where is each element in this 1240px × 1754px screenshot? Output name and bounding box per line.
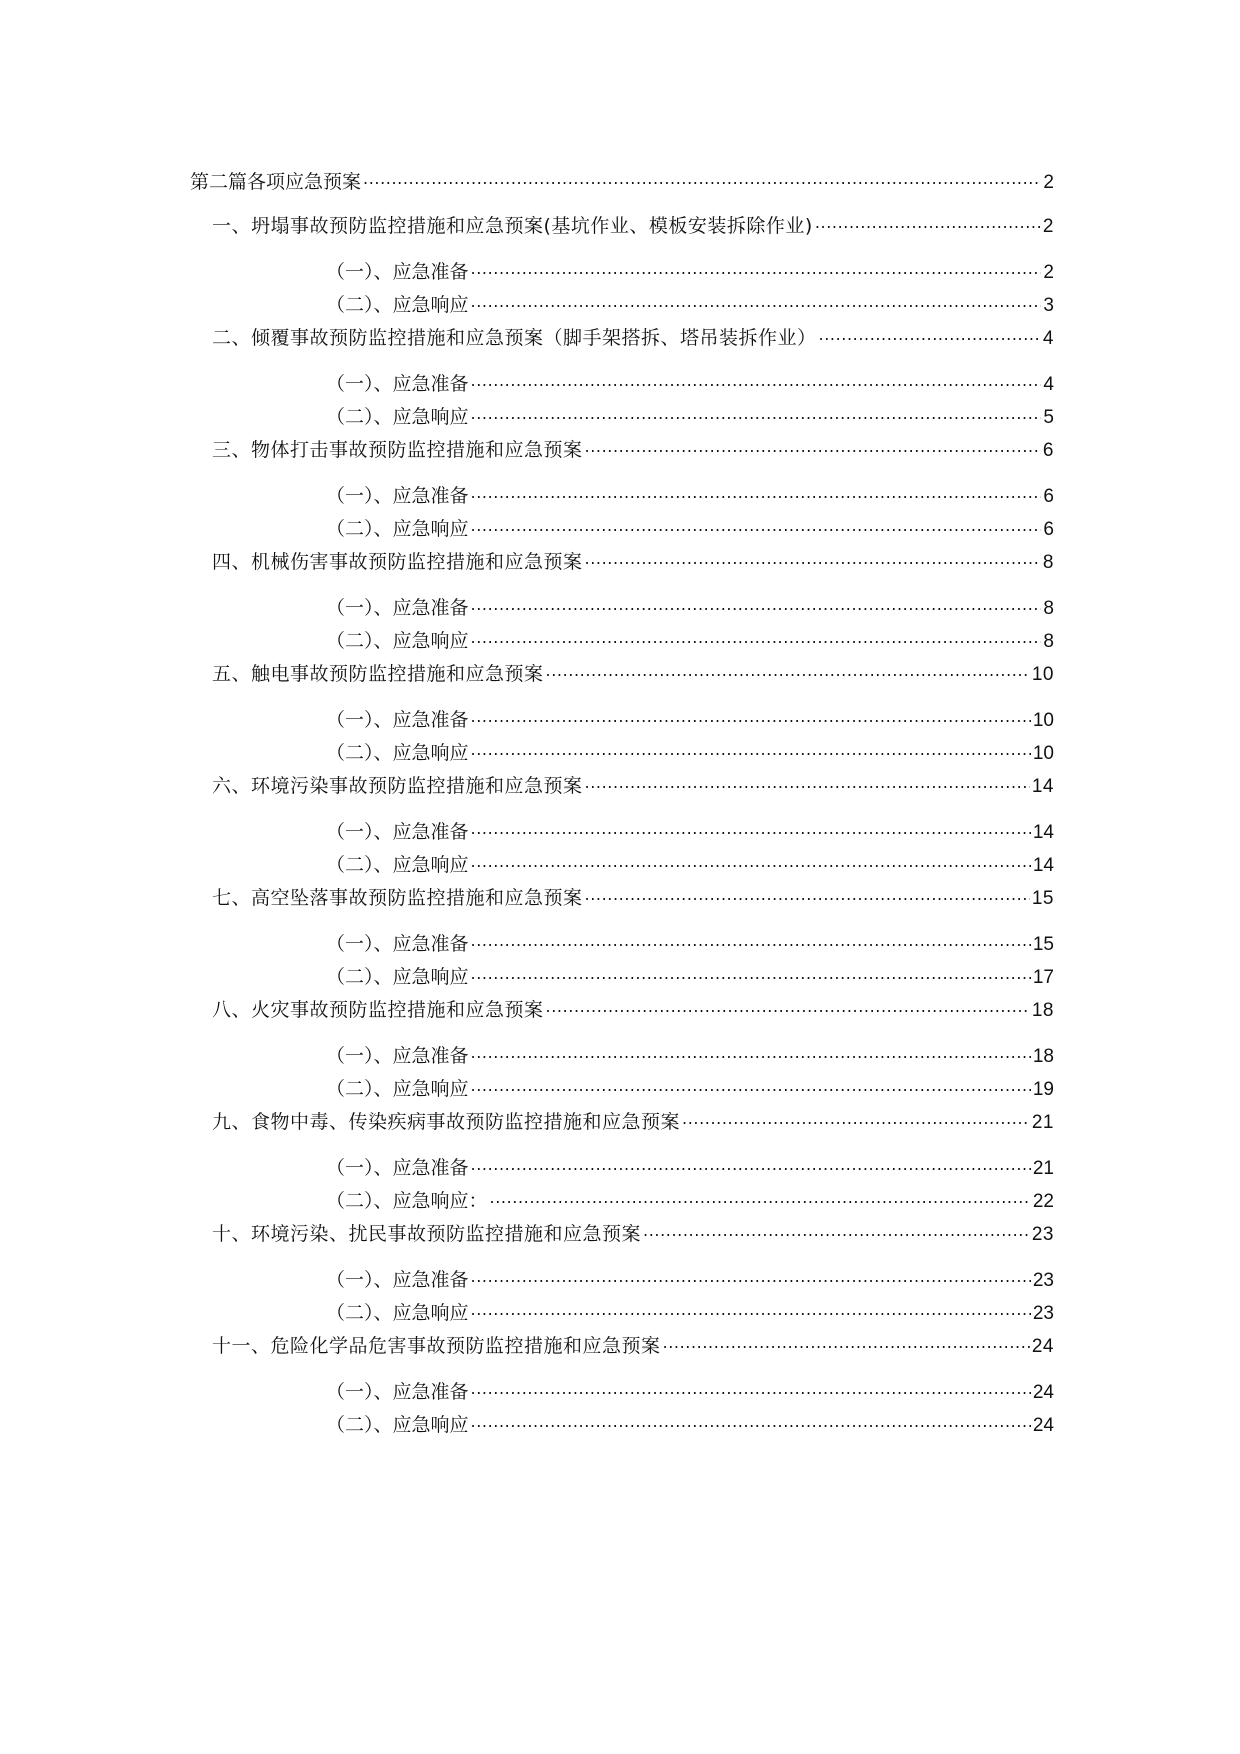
- toc-dot-leader: [363, 164, 1041, 188]
- toc-entry-subsection[interactable]: [326, 1295, 1054, 1326]
- toc-entry-section-7[interactable]: [212, 880, 1054, 911]
- toc-entry-text: 七、高空坠落事故预防监控措施和应急预案: [212, 887, 583, 909]
- toc-page-number: 3: [1043, 295, 1054, 316]
- toc-page-number: 24: [1032, 1415, 1054, 1436]
- toc-page-number: 8: [1042, 552, 1054, 573]
- toc-page-number: 18: [1031, 1000, 1054, 1021]
- toc-entry-text: （一）、应急准备: [326, 597, 469, 619]
- toc-entry-text: （二）、应急响应: [326, 1302, 469, 1324]
- toc-page-number: 6: [1042, 440, 1054, 461]
- toc-page-number: 2: [1043, 262, 1054, 283]
- toc-entry-subsection[interactable]: [326, 1262, 1054, 1293]
- toc-entry-text: （一）、应急准备: [326, 485, 469, 507]
- toc-entry-text: （二）、应急响应: [326, 1078, 469, 1100]
- toc-entry-section-3[interactable]: [212, 432, 1054, 463]
- toc-entry-text: 十一、危险化学品危害事故预防监控措施和应急预案: [212, 1335, 661, 1357]
- toc-dot-leader: [471, 478, 1042, 502]
- toc-dot-leader: [585, 432, 1041, 456]
- toc-entry-subsection[interactable]: [326, 847, 1054, 878]
- toc-dot-leader: [471, 1071, 1031, 1095]
- toc-page-number: 8: [1043, 631, 1054, 652]
- toc-dot-leader: [819, 320, 1041, 344]
- toc-entry-text: （二）、应急响应: [326, 854, 469, 876]
- toc-page-number: 24: [1031, 1336, 1054, 1357]
- toc-entry-text: （二）、应急响应: [326, 294, 469, 316]
- toc-entry-subsection[interactable]: [326, 1183, 1054, 1214]
- toc-dot-leader: [585, 544, 1041, 568]
- toc-dot-leader: [471, 814, 1031, 838]
- toc-page-number: 4: [1043, 374, 1054, 395]
- toc-entry-text: 六、环境污染事故预防监控措施和应急预案: [212, 775, 583, 797]
- toc-dot-leader: [471, 959, 1031, 983]
- toc-page-number: 24: [1032, 1382, 1054, 1403]
- toc-entry-section-10[interactable]: [212, 1216, 1054, 1247]
- toc-entry-subsection[interactable]: [326, 511, 1054, 542]
- toc-page-number: 10: [1032, 743, 1054, 764]
- toc-entry-section-6[interactable]: [212, 768, 1054, 799]
- toc-entry-text: （一）、应急准备: [326, 933, 469, 955]
- toc-dot-leader: [643, 1216, 1030, 1240]
- toc-page-number: 10: [1032, 710, 1054, 731]
- toc-entry-subsection[interactable]: [326, 1071, 1054, 1102]
- toc-entry-text: （一）、应急准备: [326, 373, 469, 395]
- toc-page-number: 4: [1042, 328, 1054, 349]
- toc-dot-leader: [471, 1038, 1031, 1062]
- toc-entry-text: 九、食物中毒、传染疾病事故预防监控措施和应急预案: [212, 1111, 681, 1133]
- toc-entry-section-9[interactable]: [212, 1104, 1054, 1135]
- toc-entry-subsection[interactable]: [326, 623, 1054, 654]
- toc-entry-section-2[interactable]: [212, 320, 1054, 351]
- toc-entry-text: （二）、应急响应: [326, 1414, 469, 1436]
- toc-entry-text: 第二篇各项应急预案: [190, 171, 362, 193]
- toc-entry-subsection[interactable]: [326, 254, 1054, 285]
- toc-page-number: 10: [1031, 664, 1054, 685]
- toc-entry-text: （一）、应急准备: [326, 261, 469, 283]
- toc-entry-subsection[interactable]: [326, 478, 1054, 509]
- toc-entry-subsection[interactable]: [326, 814, 1054, 845]
- toc-entry-text: （一）、应急准备: [326, 1157, 469, 1179]
- toc-dot-leader: [471, 399, 1042, 423]
- toc-page-number: 18: [1032, 1046, 1054, 1067]
- toc-entry-text: 十、环境污染、扰民事故预防监控措施和应急预案: [212, 1223, 642, 1245]
- toc-dot-leader: [471, 366, 1042, 390]
- toc-dot-leader: [471, 1374, 1031, 1398]
- toc-page-number: 14: [1032, 855, 1054, 876]
- toc-page-number: 2: [1042, 216, 1054, 237]
- toc-entry-text: 二、倾覆事故预防监控措施和应急预案（脚手架搭拆、塔吊装拆作业）: [212, 327, 817, 349]
- toc-dot-leader: [471, 735, 1031, 759]
- toc-entry-text: （一）、应急准备: [326, 1381, 469, 1403]
- toc-page-number: 6: [1043, 519, 1054, 540]
- toc-entry-text: （二）、应急响应：: [326, 1190, 488, 1212]
- toc-dot-leader: [471, 702, 1031, 726]
- toc-entry-section-8[interactable]: [212, 992, 1054, 1023]
- toc-dot-leader: [546, 656, 1030, 680]
- toc-page-number: 14: [1032, 822, 1054, 843]
- toc-page-number: 5: [1043, 407, 1054, 428]
- toc-entry-text: 一、坍塌事故预防监控措施和应急预案(基坑作业、模板安装拆除作业): [212, 215, 813, 237]
- toc-entry-subsection[interactable]: [326, 1374, 1054, 1405]
- toc-entry-text: （二）、应急响应: [326, 966, 469, 988]
- toc-dot-leader: [471, 511, 1042, 535]
- toc-entry-part-title[interactable]: [190, 164, 1054, 195]
- toc-page-number: 23: [1032, 1270, 1054, 1291]
- toc-entry-subsection[interactable]: [326, 399, 1054, 430]
- toc-entry-text: 四、机械伤害事故预防监控措施和应急预案: [212, 551, 583, 573]
- toc-entry-text: （一）、应急准备: [326, 1269, 469, 1291]
- toc-entry-text: 三、物体打击事故预防监控措施和应急预案: [212, 439, 583, 461]
- toc-entry-text: （二）、应急响应: [326, 742, 469, 764]
- toc-dot-leader: [471, 623, 1042, 647]
- toc-dot-leader: [471, 1262, 1031, 1286]
- toc-entry-text: （一）、应急准备: [326, 821, 469, 843]
- toc-page-number: 22: [1032, 1191, 1054, 1212]
- toc-dot-leader: [585, 880, 1030, 904]
- toc-dot-leader: [471, 254, 1042, 278]
- toc-page-number: 15: [1031, 888, 1054, 909]
- toc-dot-leader: [471, 590, 1042, 614]
- toc-dot-leader: [471, 1407, 1031, 1431]
- toc-entry-subsection[interactable]: [326, 1038, 1054, 1069]
- toc-entry-section-5[interactable]: [212, 656, 1054, 687]
- toc-page-number: 8: [1043, 598, 1054, 619]
- toc-entry-text: （二）、应急响应: [326, 518, 469, 540]
- toc-page-number: 23: [1032, 1303, 1054, 1324]
- toc-dot-leader: [663, 1328, 1030, 1352]
- toc-dot-leader: [815, 208, 1041, 232]
- toc-entry-text: （一）、应急准备: [326, 709, 469, 731]
- toc-entry-subsection[interactable]: [326, 590, 1054, 621]
- toc-entry-text: 五、触电事故预防监控措施和应急预案: [212, 663, 544, 685]
- toc-page-number: 14: [1031, 776, 1054, 797]
- toc-entry-subsection[interactable]: [326, 702, 1054, 733]
- toc-page-number: 19: [1032, 1079, 1054, 1100]
- toc-dot-leader: [585, 768, 1030, 792]
- toc-page-number: 17: [1032, 967, 1054, 988]
- toc-entry-text: （二）、应急响应: [326, 630, 469, 652]
- toc-entry-subsection[interactable]: [326, 1150, 1054, 1181]
- toc-entry-subsection[interactable]: [326, 959, 1054, 990]
- toc-entry-section-1[interactable]: [212, 208, 1054, 239]
- toc-entry-subsection[interactable]: [326, 366, 1054, 397]
- toc-dot-leader: [471, 926, 1031, 950]
- toc-dot-leader: [471, 1295, 1031, 1319]
- toc-entry-text: （二）、应急响应: [326, 406, 469, 428]
- toc-dot-leader: [471, 1150, 1031, 1174]
- toc-dot-leader: [546, 992, 1030, 1016]
- toc-entry-subsection[interactable]: [326, 1407, 1054, 1438]
- toc-dot-leader: [471, 847, 1031, 871]
- toc-entry-text: 八、火灾事故预防监控措施和应急预案: [212, 999, 544, 1021]
- toc-entry-text: （一）、应急准备: [326, 1045, 469, 1067]
- toc-dot-leader: [490, 1183, 1031, 1207]
- toc-page-number: 15: [1032, 934, 1054, 955]
- toc-entry-section-11[interactable]: [212, 1328, 1054, 1359]
- toc-entry-subsection[interactable]: [326, 735, 1054, 766]
- toc-entry-section-4[interactable]: [212, 544, 1054, 575]
- toc-entry-subsection[interactable]: [326, 287, 1054, 318]
- toc-dot-leader: [682, 1104, 1030, 1128]
- toc-dot-leader: [471, 287, 1042, 311]
- toc-page-number: 21: [1031, 1112, 1054, 1133]
- toc-page-number: 23: [1031, 1224, 1054, 1245]
- toc-page-number: 6: [1043, 486, 1054, 507]
- toc-page-number: 21: [1032, 1158, 1054, 1179]
- toc-entry-subsection[interactable]: [326, 926, 1054, 957]
- toc-page-number: 2: [1043, 172, 1054, 193]
